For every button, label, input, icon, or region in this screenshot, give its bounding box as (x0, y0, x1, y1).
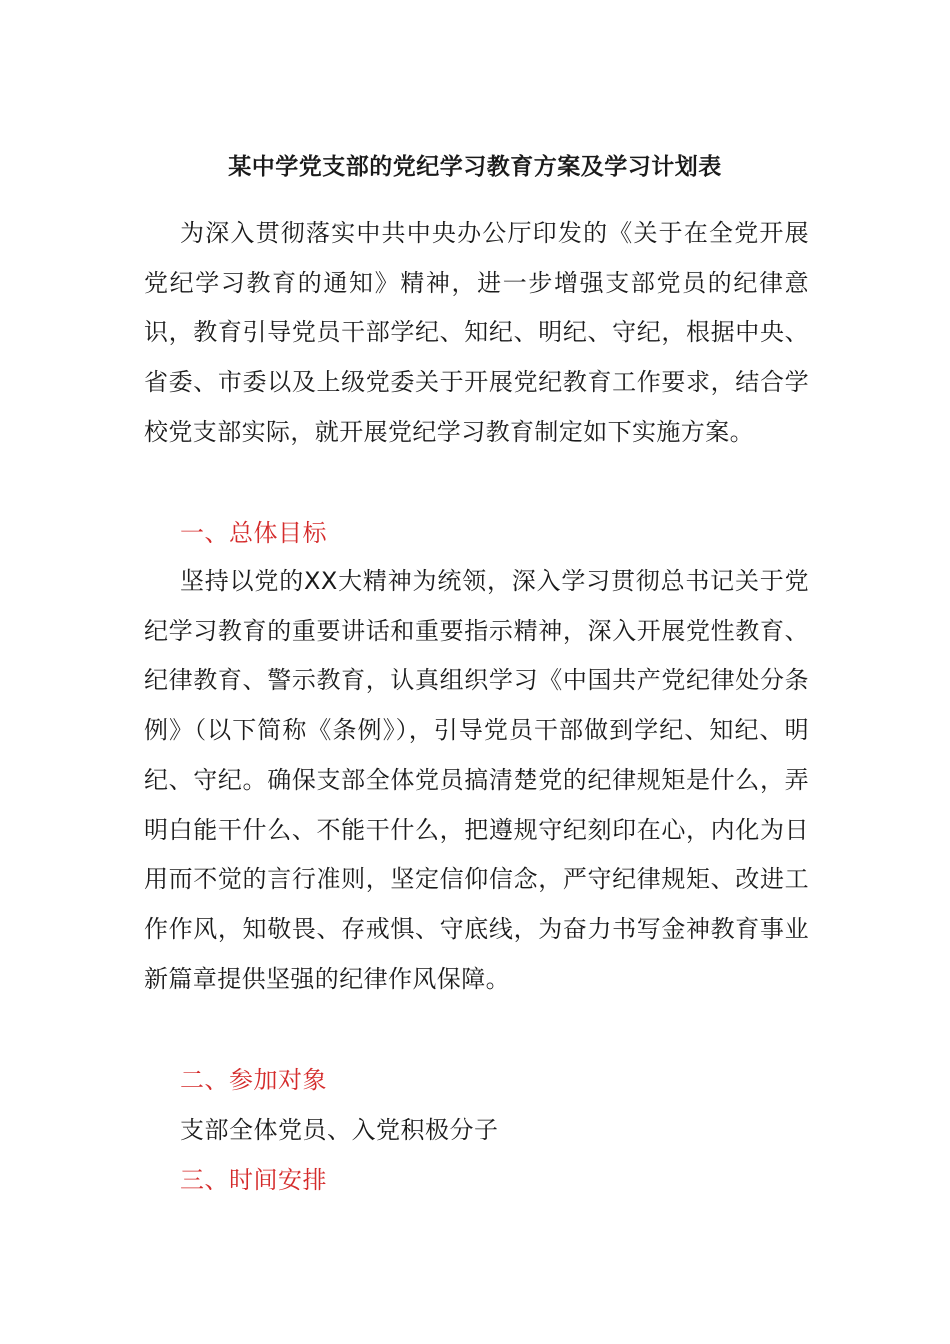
overall-goal-paragraph: 坚持以党的XX大精神为统领，深入学习贯彻总书记关于党纪学习教育的重要讲话和重要指示精神，深入开展党性教育、纪律教育、警示教育，认真组织学习《中国共产党纪律处分条例》（以下简称《条例》），引导党员干部做到学纪、知纪、明纪、守纪。确保支部全体党员搞清楚党的纪律规矩是什么，弄明白能干什么、不能干什么，把遵规守纪刻印在心，内化为日用而不觉的言行准则，坚定信仰信念，严守纪律规矩、改进工作作风，知敬畏、存戒惧、守底线，为奋力书写金神教育事业新篇章提供坚强的纪律作风保障。 (144, 567, 809, 993)
section-heading-schedule: 三、时间安排 (180, 1166, 327, 1194)
document-title: 某中学党支部的党纪学习教育方案及学习计划表 (228, 154, 722, 180)
section-heading-participants: 二、参加对象 (180, 1066, 327, 1094)
section-heading-overall-goal: 一、总体目标 (180, 519, 327, 547)
participants-text: 支部全体党员、入党积极分子 (180, 1116, 499, 1144)
intro-paragraph: 为深入贯彻落实中共中央办公厅印发的《关于在全党开展党纪学习教育的通知》精神，进一步增强支部党员的纪律意识，教育引导党员干部学纪、知纪、明纪、守纪，根据中央、省委、市委以及上级党委关于开展党纪教育工作要求，结合学校党支部实际，就开展党纪学习教育制定如下实施方案。 (144, 219, 809, 446)
